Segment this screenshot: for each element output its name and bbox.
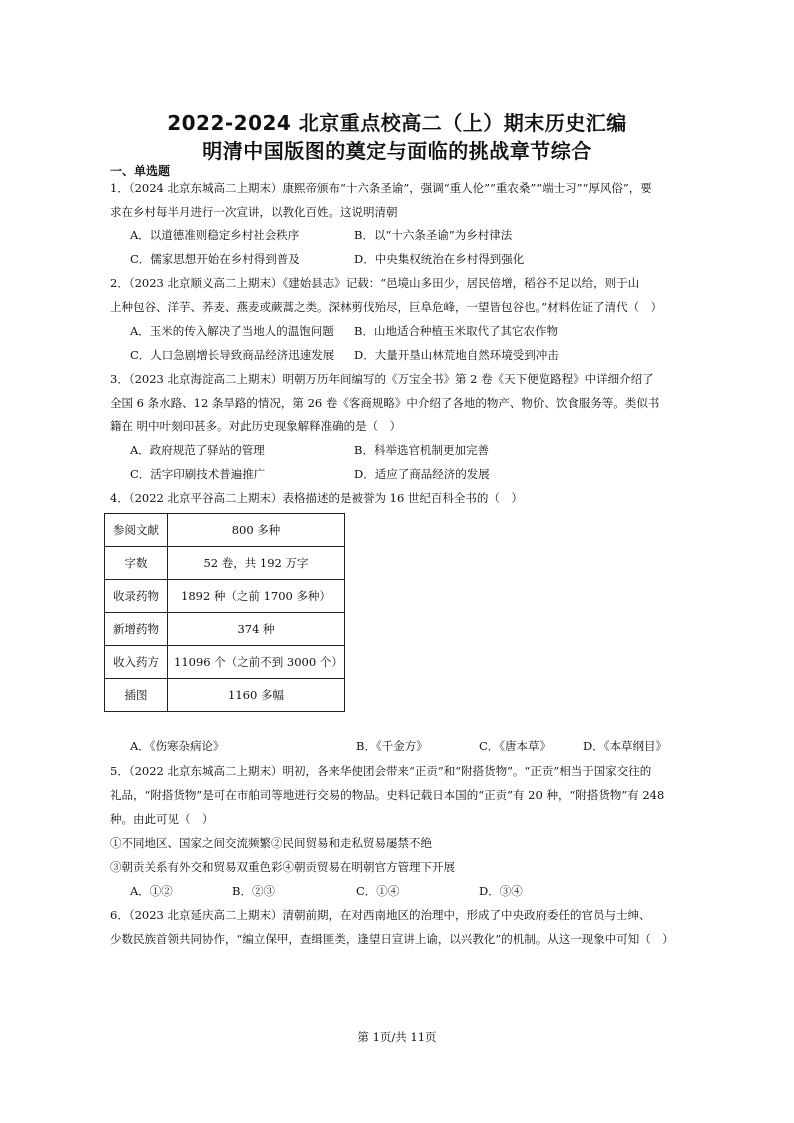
q4-stem-line1: 4．（2022 北京平谷高二上期末）表格描述的是被誉为 16 世纪百科全书的（ ） [110,491,523,505]
q5-stem-line2: 礼品，“附搭货物”是可在市舶司等地进行交易的物品。史料记载日本国的“正贡”有 20 种，“附搭货物”有 248 [110,788,665,802]
table-cell-value: 800 多种 [168,514,345,547]
q6-stem-line2: 少数民族首领共同协作，“编立保甲，查缉匪类，逢望日宣讲上谕，以兴教化”的机制。从这一现象中可知（ ） [110,932,674,946]
section-heading: 一、单选题 [110,164,171,178]
table-cell-value: 11096 个（之前不到 3000 个） [168,646,345,679]
q4-option-b: B．《千金方》 [356,739,428,753]
q5-option-b: B．②③ [232,884,275,898]
q2-stem-line2: 上种包谷、洋芋、荞麦、燕麦或蕨蒿之类。深林剪伐殆尽，巨阜危峰，一望皆包谷也。”材料佐证了清代（ ） [110,300,663,314]
table-row [105,679,345,712]
table-cell-value: 1160 多幅 [168,679,345,712]
q1-option-c: C．儒家思想开始在乡村得到普及 [130,252,300,266]
document-subtitle: 明清中国版图的奠定与面临的挑战章节综合 [202,139,592,163]
table-cell-label: 收入药方 [105,646,168,679]
herbal-info-table [104,513,345,712]
table-cell-label: 插图 [105,679,168,712]
q3-option-a: A．政府规范了驿站的管理 [130,443,265,457]
table-cell-value: 1892 种（之前 1700 多种） [168,580,345,613]
table-row [105,580,345,613]
q5-stem-line3: 种。由此可见（ ） [110,812,214,826]
table-cell-label: 收录药物 [105,580,168,613]
table-row [105,514,345,547]
q5-option-c: C．①④ [356,884,400,898]
document-title: 2022-2024 北京重点校高二（上）期末历史汇编 [167,111,627,135]
q3-stem-line1: 3．（2023 北京海淀高二上期末）明朝万历年间编写的《万宝全书》第 2 卷《天下便览路程》中详细介绍了 [110,372,654,386]
table-row [105,646,345,679]
q1-stem-line1: 1．（2024 北京东城高二上期末）康熙帝颁布“十六条圣谕”，强调“重人伦”“重农桑”“端士习”“厚风俗”，要 [110,181,652,195]
q4-option-c: C．《唐本草》 [479,739,552,753]
table-cell-label: 新增药物 [105,613,168,646]
table-row [105,613,345,646]
q2-option-a: A．玉米的传入解决了当地人的温饱问题 [130,324,334,338]
q2-option-d: D．大量开垦山林荒地自然环境受到冲击 [354,348,559,362]
q1-option-d: D．中央集权统治在乡村得到强化 [354,252,525,266]
q5-option-d: D．③④ [479,884,523,898]
table-cell-label: 参阅文献 [105,514,168,547]
q1-option-b: B．以“十六条圣谕”为乡村律法 [354,228,513,242]
q3-stem-line3: 籍在 明中叶刻印甚多。对此历史现象解释准确的是（ ） [110,419,402,433]
q2-stem-line1: 2．（2023 北京顺义高二上期末）《建始县志》记载：“邑境山多田少，居民倍增，稻谷不足以给，则于山 [110,276,640,290]
q1-stem-line2: 求在乡村每半月进行一次宣讲，以教化百姓。这说明清朝 [110,205,398,219]
table-cell-label: 字数 [105,547,168,580]
q5-statements-34: ③朝贡关系有外交和贸易双重色彩④朝贡贸易在明朝官方管理下开展 [110,860,455,874]
table-cell-value: 52 卷，共 192 万字 [168,547,345,580]
page-number: 第 1页/共 11页 [357,1030,437,1044]
q4-option-d: D．《本草纲目》 [583,739,667,753]
q1-option-a: A．以道德准则稳定乡村社会秩序 [130,228,300,242]
q5-statements-12: ①不同地区、国家之间交流频繁②民间贸易和走私贸易屡禁不绝 [110,836,432,850]
q3-option-d: D．适应了商品经济的发展 [354,467,490,481]
q6-stem-line1: 6．（2023 北京延庆高二上期末）清朝前期，在对西南地区的治理中，形成了中央政府委任的官员与士绅、 [110,908,651,922]
q2-option-b: B．山地适合种植玉米取代了其它农作物 [354,324,558,338]
table-cell-value: 374 种 [168,613,345,646]
q3-option-c: C．活字印刷技术普遍推广 [130,467,266,481]
table-row [105,547,345,580]
q2-option-c: C．人口急剧增长导致商品经济迅速发展 [130,348,335,362]
q5-option-a: A．①② [130,884,173,898]
q4-option-a: A．《伤寒杂病论》 [130,739,225,753]
q3-stem-line2: 全国 6 条水路、12 条旱路的情况，第 26 卷《客商规略》中介绍了各地的物产、物价、饮食服务等。类似书 [110,396,660,410]
q5-stem-line1: 5．（2022 北京东城高二上期末）明初，各来华使团会带来“正贡”和“附搭货物”。“正贡”相当于国家交往的 [110,764,652,778]
q3-option-b: B．科举选官机制更加完善 [354,443,489,457]
